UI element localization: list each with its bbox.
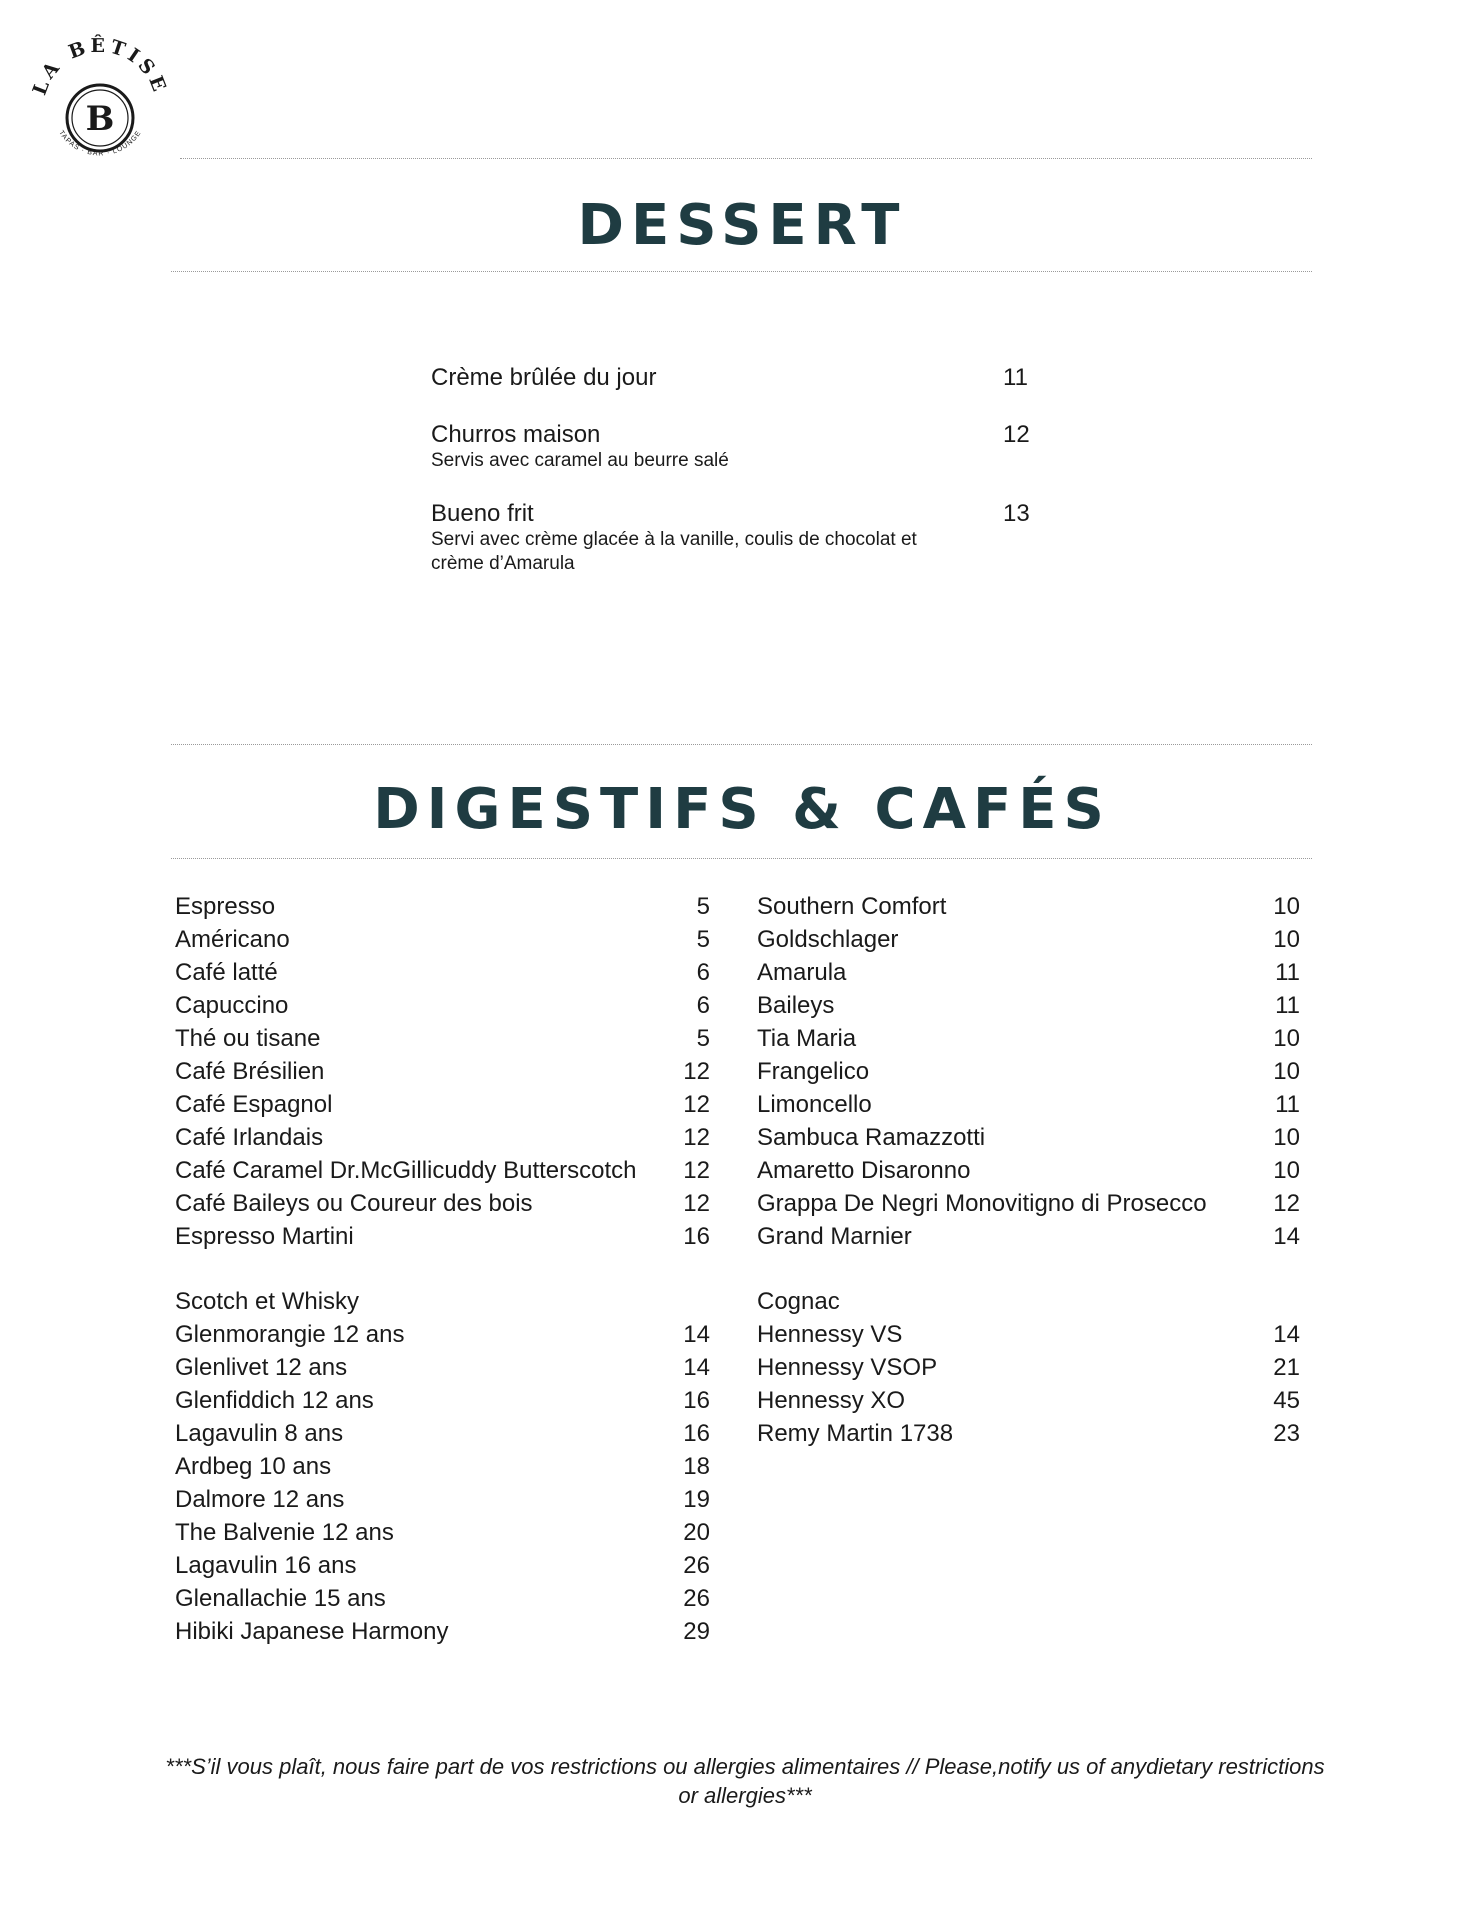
list-item [175,1516,710,1549]
item-name: Hennessy VSOP [757,1354,938,1381]
list-item [757,1088,1300,1121]
list-item [175,1154,710,1187]
list-item [175,1483,710,1516]
list-item [175,1582,710,1615]
item-price: 11 [1003,364,1028,391]
item-price: 10 [1273,893,1300,920]
list-item [175,1417,710,1450]
divider [171,744,1312,745]
menu-item [431,500,1031,576]
list-item [175,1549,710,1582]
item-name: Hennessy VS [757,1321,903,1348]
item-price: 14 [1273,1223,1300,1250]
item-name: Grand Marnier [757,1223,912,1250]
item-name: Hennessy XO [757,1387,906,1414]
item-price: 18 [683,1453,710,1480]
list-item [757,1417,1300,1450]
item-name: Lagavulin 8 ans [175,1420,344,1447]
item-name: Lagavulin 16 ans [175,1552,357,1579]
item-price: 26 [683,1585,710,1612]
item-name: Grappa De Negri Monovitigno di Prosecco [757,1190,1207,1217]
list-item [757,1055,1300,1088]
menu-item [431,364,1031,392]
item-name: Sambuca Ramazzotti [757,1124,986,1151]
menu-item [431,421,1031,473]
list-item [757,1154,1300,1187]
item-name: Bueno frit [431,500,534,527]
item-price: 12 [1273,1190,1300,1217]
item-name: Café Irlandais [175,1124,324,1151]
item-name: Café Caramel Dr.McGillicuddy Butterscotch [175,1157,637,1184]
cafes-list [175,890,710,1253]
item-price: 10 [1273,1124,1300,1151]
item-price: 10 [1273,1025,1300,1052]
item-price: 10 [1273,1058,1300,1085]
item-name: Dalmore 12 ans [175,1486,345,1513]
item-name: Crème brûlée du jour [431,364,657,391]
item-price: 23 [1273,1420,1300,1447]
item-name: Café Baileys ou Coureur des bois [175,1190,533,1217]
item-name: Amarula [757,959,847,986]
item-name: Glenfiddich 12 ans [175,1387,374,1414]
logo-tagline: TAPAS · BAR · LOUNGE [57,129,143,158]
item-name: Espresso [175,893,276,920]
list-item [175,989,710,1022]
item-price: 21 [1273,1354,1300,1381]
item-name: Limoncello [757,1091,872,1118]
list-item [757,1318,1300,1351]
digestifs-title: DIGESTIFS & CAFÉS [373,777,1111,842]
item-price: 12 [683,1091,710,1118]
list-item [757,956,1300,989]
scotch-list [175,1285,710,1648]
item-price: 14 [683,1321,710,1348]
list-item [757,1220,1300,1253]
logo-monogram: B [85,99,115,139]
item-name: Ardbeg 10 ans [175,1453,332,1480]
list-item [175,1450,710,1483]
item-name: Thé ou tisane [175,1025,321,1052]
list-item [175,1055,710,1088]
cognac-subheading: Cognac [757,1288,840,1315]
item-name: Remy Martin 1738 [757,1420,954,1447]
list-item [175,956,710,989]
item-name: Glenallachie 15 ans [175,1585,386,1612]
item-name: Capuccino [175,992,289,1019]
item-price: 12 [683,1190,710,1217]
allergy-note: ***S’il vous plaît, nous faire part de vos restrictions ou allergies alimentaires // Please,notify us of anydietary restrictions or allergies*** [165,1754,1325,1808]
item-name: Café latté [175,959,278,986]
item-name: Espresso Martini [175,1223,354,1250]
item-name: Hibiki Japanese Harmony [175,1618,449,1645]
item-price: 16 [683,1387,710,1414]
item-price: 11 [1275,992,1300,1019]
list-item [175,1022,710,1055]
divider [180,158,1312,159]
item-name: Southern Comfort [757,893,947,920]
list-item [175,1187,710,1220]
list-item [757,989,1300,1022]
list-item [757,1187,1300,1220]
list-item [757,1384,1300,1417]
item-name: Baileys [757,992,835,1019]
item-name: Amaretto Disaronno [757,1157,971,1184]
list-item [175,1220,710,1253]
item-price: 10 [1273,926,1300,953]
digestifs-list [757,890,1300,1253]
item-price: 45 [1273,1387,1300,1414]
list-item [175,1318,710,1351]
item-price: 14 [1273,1321,1300,1348]
item-price: 19 [683,1486,710,1513]
item-name: Glenlivet 12 ans [175,1354,348,1381]
divider [171,858,1312,859]
item-price: 12 [683,1124,710,1151]
list-item [757,890,1300,923]
item-price: 5 [696,926,710,953]
cognac-list [757,1285,1300,1450]
item-price: 11 [1275,1091,1300,1118]
item-name: Churros maison [431,421,601,448]
item-price: 14 [683,1354,710,1381]
item-price: 6 [696,959,710,986]
item-name: Café Espagnol [175,1091,333,1118]
item-price: 6 [696,992,710,1019]
list-item [757,1121,1300,1154]
item-price: 10 [1273,1157,1300,1184]
item-price: 5 [696,1025,710,1052]
item-price: 12 [1003,421,1030,448]
list-item [175,1384,710,1417]
item-name: Café Brésilien [175,1058,325,1085]
list-item [757,1351,1300,1384]
item-price: 13 [1003,500,1030,527]
item-name: Goldschlager [757,926,899,953]
list-item [757,923,1300,956]
item-description: Servis avec caramel au beurre salé [431,450,729,471]
item-price: 11 [1275,959,1300,986]
item-name: Frangelico [757,1058,870,1085]
item-price: 16 [683,1223,710,1250]
list-item [175,1615,710,1648]
item-price: 29 [683,1618,710,1645]
list-item [175,890,710,923]
scotch-subheading: Scotch et Whisky [175,1288,360,1315]
item-price: 26 [683,1552,710,1579]
la-betise-logo [22,22,178,178]
divider [171,271,1312,272]
item-price: 12 [683,1157,710,1184]
item-price: 5 [696,893,710,920]
item-price: 20 [683,1519,710,1546]
list-item [175,1121,710,1154]
list-item [175,923,710,956]
item-name: Tia Maria [757,1025,857,1052]
item-name: Américano [175,926,290,953]
item-name: The Balvenie 12 ans [175,1519,394,1546]
dessert-title: DESSERT [577,193,907,258]
item-description: Servi avec crème glacée à la vanille, coulis de chocolat et crème d’Amarula [431,529,917,574]
svg-text:LA BÊTISE [29,34,172,98]
list-item [757,1022,1300,1055]
logo-name: LA BÊTISE [28,34,172,99]
item-price: 16 [683,1420,710,1447]
list-item [175,1088,710,1121]
item-price: 12 [683,1058,710,1085]
list-item [175,1351,710,1384]
item-name: Glenmorangie 12 ans [175,1321,405,1348]
